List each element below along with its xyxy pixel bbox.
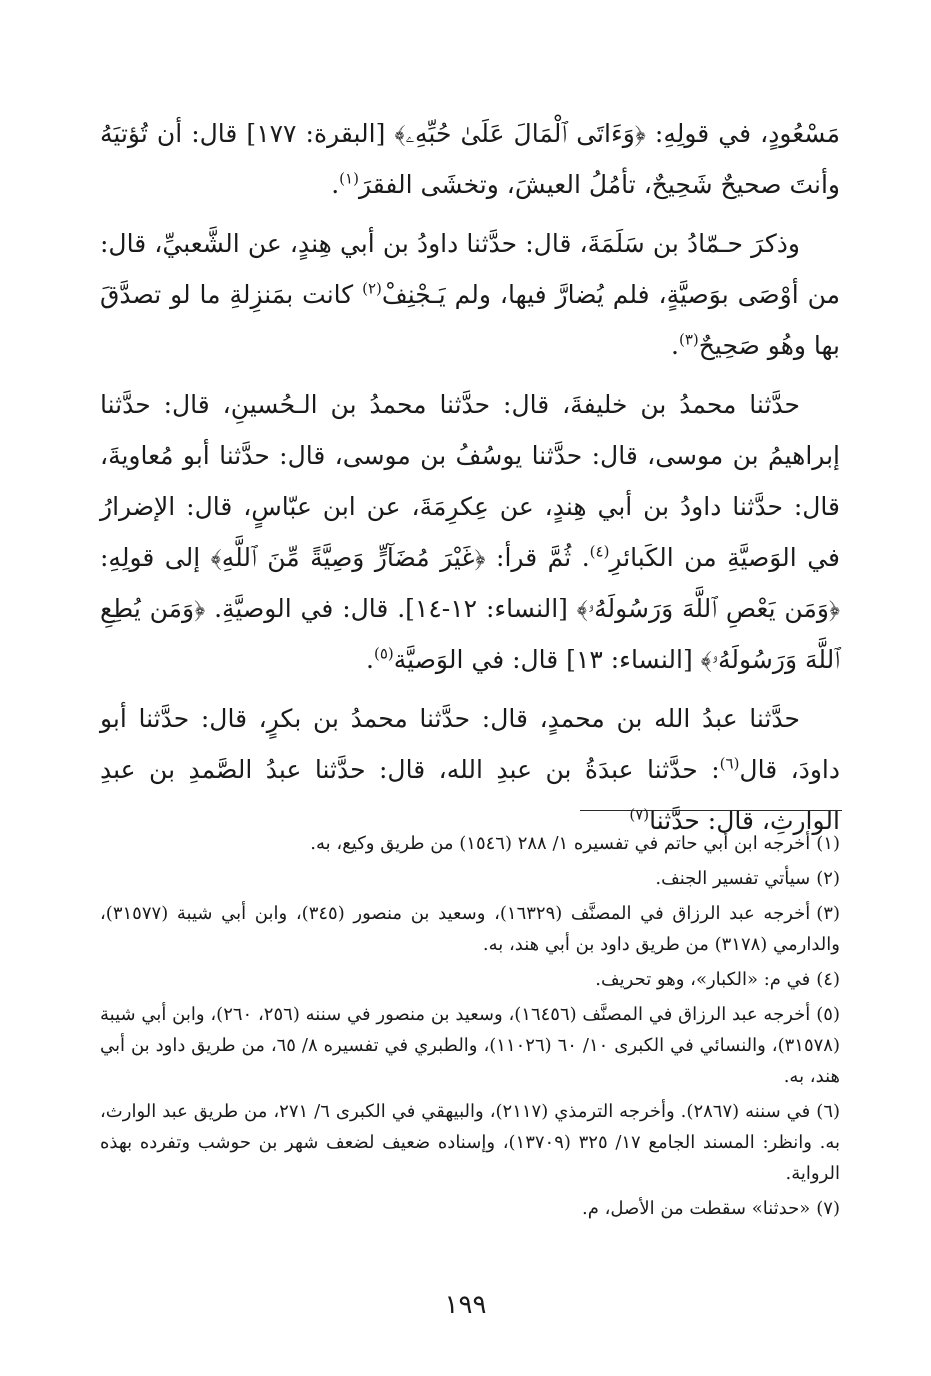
- footnote-4: [100, 964, 840, 995]
- paragraph-2-text-b: كانت بمَنزِلةِ ما لو تصدَّقَ بها وهُو صَحِيحٌ: [100, 280, 840, 360]
- footnotes: [100, 828, 840, 1228]
- footnote-number: (١): [816, 833, 840, 854]
- footnote-ref-5[interactable]: (٥): [373, 644, 394, 663]
- footnote-ref-2[interactable]: (٢): [362, 279, 382, 298]
- footnote-number: (٣): [816, 903, 840, 924]
- footnote-text: أخرجه عبد الرزاق في المصنَّف (١٦٣٢٩)، وسعيد بن منصور (٣٤٥)، وابن أبي شيبة (٣١٥٧٧)، والدارمي (٣١٧٨) من طريق داود بن أبي هند، به.: [100, 903, 840, 955]
- paragraph-2: [100, 218, 840, 371]
- footnote-2: [100, 863, 840, 894]
- paragraph-3-text-b: . ثُمَّ قرأ: ﴿غَيْرَ مُضَآرٍّ وَصِيَّةً مِّنَ ٱللَّهِ﴾ إلى قولِهِ: ﴿وَمَن يَعْصِ ٱللَّهَ وَرَسُولَهُۥ﴾ [النساء: ١٢-١٤]. قال: في الوصيَّةِ. ﴿وَمَن يُطِعِ ٱللَّهَ وَرَسُولَهُۥ﴾ [النساء: ١٣] قال: في الوَصيَّة: [100, 543, 840, 674]
- paragraph-4-text-a: حدَّثنا عبدُ الله بن محمدٍ، قال: حدَّثنا محمدُ بن بكرٍ، قال: حدَّثنا أبو داودَ، قال: [100, 704, 840, 784]
- paragraph-3: [100, 379, 840, 685]
- footnote-divider: [580, 810, 842, 811]
- footnote-number: (٧): [816, 1198, 840, 1219]
- paragraph-2-text-a: وذكرَ حـمّادُ بن سَلَمَةَ، قال: حدَّثنا داودُ بن أبي هِندٍ، عن الشَّعبيِّ، قال: من أوْصَى بوَصيَّةٍ، فلم يُضارَّ فيها، ولم يَـجْنِفْ: [100, 229, 840, 309]
- footnote-number: (٥): [816, 1004, 840, 1025]
- footnote-number: (٢): [816, 868, 840, 889]
- paragraph-3-end: .: [366, 645, 374, 674]
- footnote-3: [100, 898, 840, 960]
- footnote-ref-3[interactable]: (٣): [679, 330, 699, 349]
- paragraph-3-text-a: حدَّثنا محمدُ بن خليفةَ، قال: حدَّثنا محمدُ بن الـحُسينِ، قال: حدَّثنا إبراهيمُ بن موسى، قال: حدَّثنا يوسُفُ بن موسى، قال: حدَّثنا أبو مُعاويةَ، قال: حدَّثنا داودُ بن أبي هِندٍ، عن عِكرِمَةَ، عن ابن عبّاسٍ، قال: الإضرارُ في الوَصيَّةِ من الكَبائرِ: [100, 390, 840, 572]
- paragraph-1-text: مَسْعُودٍ، في قولِهِ: ﴿وَءَاتَى ٱلْمَالَ عَلَىٰ حُبِّهِۦ﴾ [البقرة: ١٧٧] قال: أن تُؤتيَهُ وأنتَ صحيحٌ شَحِيحٌ، تأمُلُ العيشَ، وتخشَى الفقرَ: [100, 119, 840, 199]
- footnote-text: سيأتي تفسير الجنف.: [655, 868, 811, 889]
- footnote-number: (٦): [816, 1101, 841, 1122]
- page-number: ١٩٩: [444, 1290, 487, 1320]
- footnote-ref-1[interactable]: (١): [339, 169, 359, 188]
- footnote-ref-4[interactable]: (٤): [589, 542, 610, 561]
- main-text: [100, 108, 840, 854]
- footnote-1: [100, 828, 840, 859]
- footnote-text: في سننه (٢٨٦٧). وأخرجه الترمذي (٢١١٧)، والبيهقي في الكبرى ٦/ ٢٧١، من طريق عبد الوارث، به. وانظر: المسند الجامع ١٧/ ٣٢٥ (١٣٧٠٩)، وإسناده ضعيف لضعف شهر بن حوشب وتفرده بهذه الرواية.: [100, 1101, 840, 1184]
- footnote-text: أخرجه عبد الرزاق في المصنَّف (١٦٤٥٦)، وسعيد بن منصور في سننه (٢٥٦، ٢٦٠)، وابن أبي شيبة (٣١٥٧٨)، والنسائي في الكبرى ١٠/ ٦٠ (١١٠٢٦)، والطبري في تفسيره ٨/ ٦٥، من طريق داود بن أبي هند، به.: [100, 1004, 840, 1087]
- footnote-text: أخرجه ابن أبي حاتم في تفسيره ١/ ٢٨٨ (١٥٤٦) من طريق وكيع، به.: [310, 833, 811, 854]
- paragraph-4-text-b: : حدَّثنا عبدَةُ بن عبدِ الله، قال: حدَّثنا عبدُ الصَّمدِ بن عبدِ الوارثِ، قال: حدَّثنا: [100, 755, 840, 835]
- footnote-ref-6[interactable]: (٦): [719, 754, 740, 773]
- paragraph-2-end: .: [671, 331, 679, 360]
- footnote-7: [100, 1193, 840, 1224]
- paragraph-4: [100, 693, 840, 846]
- footnote-5: [100, 999, 840, 1092]
- footnote-text: في م: «الكبار»، وهو تحريف.: [595, 969, 811, 990]
- footnote-text: «حدثنا» سقطت من الأصل، م.: [582, 1198, 811, 1219]
- paragraph-1-end: .: [331, 170, 340, 199]
- footnote-ref-7[interactable]: (٧): [629, 805, 650, 824]
- footnote-6: [100, 1096, 840, 1189]
- paragraph-1: [100, 108, 840, 210]
- footnote-number: (٤): [816, 969, 840, 990]
